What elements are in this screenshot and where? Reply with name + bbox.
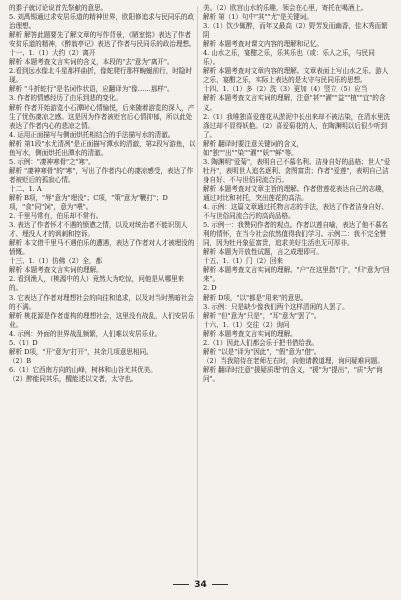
text-paragraph: 解析 本题考查文言实词的理解。"户"在这里指"门"，"归"意为"回来"。	[203, 266, 390, 284]
text-paragraph: 解析 第（1）句中"其""尤"是关键词。	[203, 13, 313, 22]
text-paragraph: 2.（1）我唯独喜爱莲花从淤泥中长出来却不被沾染，在清水里洗涤过却不显得妖艳。（2）喜爱菊花的人，在陶渊明以后很少听到了。	[203, 112, 391, 139]
page-number-text: 34	[194, 580, 207, 590]
text-paragraph: 解析 本题考查文言实词的含义，本段的"去"意为"离开"。	[9, 58, 174, 67]
text-paragraph: 2. D	[203, 284, 217, 293]
text-paragraph: 3. 它表达了作者对理想社会的向往和追求，以及对当时黑暗社会的不满。	[9, 293, 194, 311]
text-paragraph: 4. 运用正面描写与侧面烘托相结合的手法描写水的清澈。	[9, 130, 175, 139]
text-paragraph: 解析 本题考查文言实词的理解，注意"甚""濯""益""植""宜"的含义。	[203, 94, 386, 112]
text-paragraph: 解析 "以是"译为"因此"，"假"意为"借"。	[203, 347, 321, 356]
text-paragraph: 的黍子就讨论说首先祭献的意思。	[9, 4, 108, 12]
text-paragraph: 十二、1. A	[9, 184, 42, 193]
text-paragraph: 解析 "凄神寒骨"的"寒"，写出了作者内心的凄凉感受，表达了作者被贬后的孤寂心情。	[9, 166, 194, 184]
text-paragraph: 解析 本题考查对文章主旨的理解。作者借莲花表达自己的志趣，通过对比和衬托，突出莲花的高洁。	[203, 184, 389, 202]
text-paragraph: 2. 千里马常有，伯乐却不常有。	[9, 212, 103, 221]
text-paragraph: （2）当我陪侍在老师左右时，向他请教道理，询问疑难问题。	[203, 356, 384, 365]
text-paragraph: 解析 D项，"开"意为"打开"，其余几项意思相同。	[9, 347, 153, 356]
text-paragraph: 解析 本题考查对文章内容的理解。文章表面上写山水之乐、游人之乐、宴酣之乐，实际上表达的是太守与民同乐的思想。	[203, 67, 389, 85]
text-paragraph: 2.（1）因此人们都会乐于把书借给我。	[203, 338, 319, 347]
text-paragraph: 十六、1.（1）交往（2）询问	[203, 320, 290, 329]
text-paragraph: 解析 翻译时要注意关键词的含义，如"独""出""染""濯""妖""鲜"等。	[203, 139, 304, 157]
text-paragraph: 5. 示例一：我赞同作者的观点。作者以莲自喻，表达了他不慕名利的情怀，在当今社会依然值得我们学习。示例二：我不完全赞同，因为牡丹象征富贵，追求美好生活也无可厚非。	[203, 221, 388, 248]
text-paragraph: 解析 本题为开放性试题，言之成理即可。	[203, 248, 323, 257]
text-paragraph: 3.（1）饮少辄醉，而年又最高（2）野芳发而幽香，佳木秀而繁阴	[203, 22, 388, 40]
text-paragraph: 3. 表达了作者怀才不遇的愤懑之情，以及对统治者不能识别人才、埋没人才的讽刺和控诉。	[9, 221, 188, 239]
text-paragraph: 2.看到远水像北斗星那样曲折，像蛇爬行那样蜿蜒前行，时隐时现。	[9, 67, 192, 85]
text-paragraph: 解析 D项，"以"都是"用来"的意思。	[203, 293, 308, 302]
text-paragraph: 解析 作者开始游览小石潭时心情愉悦，后来随着游览的深入，产生了忧伤凄凉之感。这是因为作者被贬官后心情抑郁，所以此处表达了作者内心的悲凉之情。	[9, 103, 195, 130]
text-paragraph: 4. 山水之乐，宴酣之乐，乐其乐也（或：乐人之乐，与民同乐）。	[203, 49, 375, 67]
text-paragraph: 十三、1.（1）仿佛（2）全，都	[9, 257, 103, 266]
text-paragraph: 解析 本题考查文言实词的理解。	[9, 266, 103, 275]
left-text-column	[9, 4, 197, 384]
right-dash	[212, 584, 228, 585]
right-text-column	[203, 4, 391, 384]
text-paragraph: 3. 示例：只是缺少像我们两个这样清闲的人罢了。	[203, 302, 349, 311]
text-paragraph: 十四、1.（1）多（2）洗（3）更加（4）竖立（5）应当	[203, 85, 368, 94]
text-paragraph: 4. 示例：外面的世界战乱频繁，人们难以安居乐业。	[9, 329, 162, 338]
left-dash	[173, 584, 189, 585]
text-paragraph: 3. 作者的情感经历了由乐到悲的变化。	[9, 94, 122, 103]
text-paragraph: 4. 示例：这篇文章通过托物言志的手法，表达了作者洁身自好、不与世俗同流合污的高尚品格。	[203, 203, 388, 221]
text-paragraph: 十五、1.（1）门（2）回来	[203, 257, 283, 266]
text-paragraph: 解析 本题考查对课文内容的理解和记忆。	[203, 40, 323, 49]
text-paragraph: （2）B	[9, 356, 32, 365]
text-paragraph: 解析 "斗折蛇行"是名词作状语，应翻译为"像……那样"。	[9, 85, 174, 94]
text-paragraph: 解析 解答此题要先了解文章的写作背景，《陋室铭》表达了作者安贫乐道的精神，《醉翁亭记》表达了作者与民同乐的政治理想。	[9, 31, 196, 49]
text-paragraph: 解析 本文借千里马不遇伯乐的遭遇，表达了作者对人才被埋没的愤慨。	[9, 239, 195, 257]
text-paragraph: 十一、1.（1）大约（2）离开	[9, 49, 96, 58]
text-paragraph: 6.（1）它西南方向的山峰，树林和山谷尤其优美。	[9, 365, 157, 374]
text-paragraph: 解析 B项，"辱"意为"埋没"；C项，"策"意为"鞭打"；D项，"食"同"饲"，意为"喂"。	[9, 193, 168, 212]
text-paragraph: 2. 看到渔人，（桃源中的人）竟然大为吃惊，问他是从哪里来的。	[9, 275, 185, 293]
text-paragraph: 解析 翻译时注意"援疑质理"的含义，"援"为"提出"，"质"为"询问"。	[203, 365, 383, 383]
text-paragraph: 3. 陶渊明"爱菊"，表明自己不慕名利、洁身自好的品格；世人"爱牡丹"，表明世人追名逐利、贪图富贵；作者"爱莲"，表明自己洁身自好、不与世俗同流合污。	[203, 157, 391, 184]
page-number	[0, 580, 401, 590]
text-paragraph: 解析 "但"意为"只是"，"耳"意为"罢了"。	[203, 311, 321, 320]
text-paragraph: （2）醉能同其乐，醒能述以文者，太守也。	[9, 374, 138, 383]
text-paragraph: 解析 本题考查文言实词的理解。	[203, 329, 297, 338]
text-paragraph: 解析 第1段"水尤清冽"是正面描写潭水的清澈，第2段写游鱼，以鱼写水，侧面烘托出潭水的清澈。	[9, 139, 196, 157]
text-paragraph: 美。（2）欧宫山水的乐趣，领会在心里，寄托在喝酒上。	[203, 4, 368, 12]
column-divider	[197, 6, 198, 578]
text-paragraph: 5. 示例："凄神寒骨"之"寒"。	[9, 157, 95, 166]
text-paragraph: 5.（1）D	[9, 338, 38, 347]
text-paragraph: 5. 刘禹锡通过求安居乐道的精神世界，欧阳修追求与民同乐的政治理想。	[9, 13, 194, 31]
text-paragraph: 解析 桃花源是作者虚构的理想社会，这里没有战乱，人们安居乐业。	[9, 311, 195, 329]
